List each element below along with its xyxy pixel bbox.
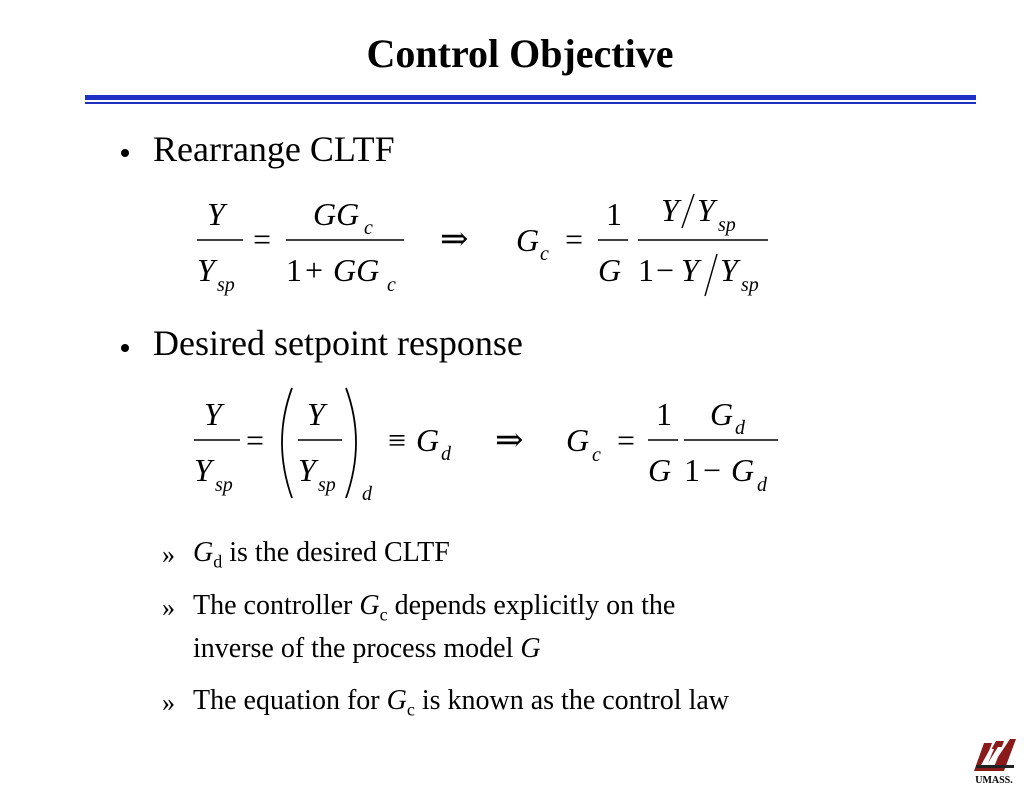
eq1-G: G: [598, 252, 622, 288]
eq2-paren-sub-d: d: [362, 483, 372, 505]
subbullet-gd-desired: [193, 537, 450, 573]
sym-G: G: [520, 633, 541, 664]
eq1-num-c: c: [364, 217, 373, 239]
eq2-inner-den-sp: sp: [318, 474, 336, 496]
eq1-rnum-slash: [682, 194, 694, 228]
eq1-rnum-Y: Y: [661, 192, 679, 228]
bullet-desired-setpoint: Desired setpoint response: [153, 323, 523, 363]
umass-logo: [970, 737, 1018, 785]
eq2-num-Y: Y: [204, 396, 222, 432]
eq1-den-sp: sp: [217, 274, 235, 296]
eq2-right-paren: [346, 388, 356, 498]
eq1-equals-2: =: [565, 221, 584, 257]
subbullet-text: inverse of the process model: [193, 633, 521, 664]
eq2-Gd-sub: d: [441, 443, 451, 465]
eq1-den-GG: GG: [333, 252, 380, 288]
subbullet-marker: »: [162, 593, 175, 622]
subbullet-controller-inverse: [193, 590, 675, 626]
eq2-equals-2: =: [617, 422, 636, 458]
eq1-implies: ⇒: [440, 221, 469, 258]
eq2-rnum-G: G: [710, 396, 734, 432]
eq1-rden-Ysp: Y: [720, 252, 738, 288]
subbullet-controller-inverse-line2: [193, 633, 541, 665]
eq1-rden-Y: Y: [681, 252, 699, 288]
subbullet-control-law: [193, 685, 729, 721]
eq2-one: 1: [656, 396, 672, 432]
subbullet-text: is known as the control law: [414, 685, 729, 716]
eq2-rnum-d: d: [735, 417, 745, 439]
eq2-equiv: ≡: [388, 422, 407, 458]
subbullet-text: The equation for: [193, 685, 387, 716]
eq2-equals-sign: =: [246, 422, 265, 458]
eq2-rden-G: G: [731, 452, 755, 488]
eq1-rnum-sp: sp: [718, 214, 736, 236]
eq1-rden-slash: [705, 254, 717, 296]
eq2-G: G: [648, 452, 672, 488]
eq2-Gc-sub: c: [592, 444, 601, 466]
eq2-implies: ⇒: [495, 422, 524, 459]
eq2-inner-num-Y: Y: [307, 396, 325, 432]
eq1-num-GG: GG: [313, 196, 360, 232]
eq1-rden-one: 1: [638, 252, 654, 288]
eq1-den-c: c: [387, 274, 396, 296]
eq2-rden-minus: −: [703, 452, 722, 488]
subbullet-marker: »: [162, 540, 175, 569]
bullet-dot: [121, 344, 129, 352]
subbullet-text: depends explicitly on the: [387, 590, 676, 621]
eq1-rnum-Ysp: Y: [697, 192, 715, 228]
eq1-den-Y: Y: [197, 252, 215, 288]
eq1-Gc: G: [516, 222, 540, 258]
subbullet-text: is the desired CLTF: [222, 537, 450, 568]
eq1-den-one: 1: [286, 252, 302, 288]
eq1-rden-minus: −: [656, 252, 675, 288]
sym-G: G: [193, 537, 214, 568]
logo-text: UMASS.: [975, 775, 1013, 785]
eq1-num-Y: Y: [207, 196, 225, 232]
subbullet-marker: »: [162, 688, 175, 717]
eq1-equals: =: [253, 221, 272, 257]
eq1-Gc-sub: c: [540, 243, 549, 265]
bullet-rearrange-cltf: Rearrange CLTF: [153, 129, 395, 169]
sym-G: G: [386, 685, 407, 716]
eq1-one: 1: [606, 196, 622, 232]
eq2-den-sp: sp: [215, 474, 233, 496]
eq2-den-Y: Y: [194, 452, 212, 488]
eq1-rden-sp: sp: [741, 274, 759, 296]
eq2-Gc: G: [566, 422, 590, 458]
slide-title: Control Objective: [366, 31, 674, 76]
sym-sub-c: c: [406, 699, 415, 720]
eq2-Gd: G: [416, 422, 440, 458]
sym-G: G: [359, 590, 380, 621]
sym-sub-c: c: [379, 604, 388, 625]
sym-sub-d: d: [213, 551, 223, 572]
eq2-inner-den-Y: Y: [298, 452, 316, 488]
eq1-den-plus: +: [305, 252, 324, 288]
eq2-rden-one: 1: [684, 452, 700, 488]
subbullet-text: The controller: [193, 590, 360, 621]
eq2-rden-d: d: [757, 474, 767, 496]
eq2-left-paren: [282, 388, 292, 498]
